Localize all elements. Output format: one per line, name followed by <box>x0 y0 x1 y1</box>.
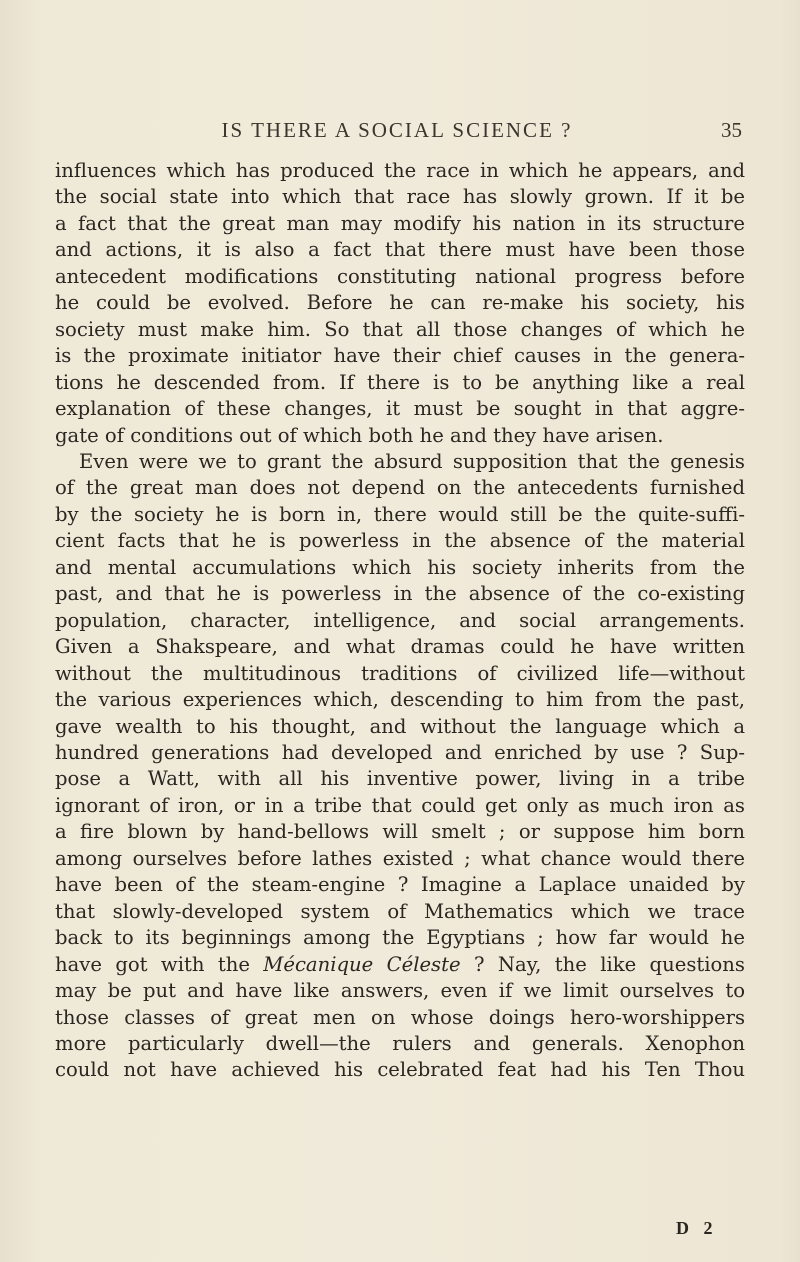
text-line: is the proximate initiator have their chief causes in the genera- <box>55 344 745 368</box>
text-line: have been of the steam-engine ? Imagine a Laplace unaided by <box>55 873 745 897</box>
text-line: gave wealth to his thought, and without the language which a <box>55 714 745 738</box>
text-line: have got with the Mécanique Céleste ? Nay, the like questions <box>55 952 745 976</box>
text-line: he could be evolved. Before he can re-make his society, his <box>55 291 745 315</box>
text-line: past, and that he is powerless in the absence of the co-existing <box>55 582 745 606</box>
text-line: ignorant of iron, or in a tribe that could get only as much iron as <box>55 793 745 817</box>
body-text <box>55 158 745 1084</box>
text-line: without the multitudinous traditions of civilized life—without <box>55 661 745 685</box>
book-title: Mécanique Céleste <box>263 952 461 976</box>
text-line: a fact that the great man may modify his nation in its structure <box>55 211 745 235</box>
text-line: cient facts that he is powerless in the absence of the material <box>55 529 745 553</box>
text-line: may be put and have like answers, even if we limit ourselves to <box>55 979 745 1003</box>
running-head: IS THERE A SOCIAL SCIENCE ? <box>221 118 573 142</box>
text-line: of the great man does not depend on the antecedents furnished <box>55 476 745 500</box>
text-line: and actions, it is also a fact that there must have been those <box>55 238 745 262</box>
text-line: gate of conditions out of which both he and they have arisen. <box>55 423 664 447</box>
signature-mark: D 2 <box>676 1218 718 1238</box>
text-line: that slowly-developed system of Mathematics which we trace <box>55 899 745 923</box>
text-line: Given a Shakspeare, and what dramas could he have written <box>55 635 745 659</box>
text-line: and mental accumulations which his society inherits from the <box>55 555 745 579</box>
text-line: pose a Watt, with all his inventive power, living in a tribe <box>55 767 745 791</box>
text-line: explanation of these changes, it must be sought in that aggre- <box>55 397 745 421</box>
text-line: society must make him. So that all those changes of which he <box>55 317 745 341</box>
text-line: by the society he is born in, there would still be the quite-suffi- <box>55 502 745 526</box>
text-line: population, character, intelligence, and social arrangements. <box>55 608 745 632</box>
text-line: antecedent modifications constituting national progress before <box>55 264 745 288</box>
text-line: hundred generations had developed and enriched by use ? Sup- <box>55 740 745 764</box>
text-line: those classes of great men on whose doings hero-worshippers <box>55 1005 745 1029</box>
text-line: a fire blown by hand-bellows will smelt ; or suppose him born <box>55 820 745 844</box>
page-number: 35 <box>721 118 742 142</box>
text-line: among ourselves before lathes existed ; what chance would there <box>55 846 745 870</box>
text-line: influences which has produced the race in which he appears, and <box>55 159 745 182</box>
text-line: more particularly dwell—the rulers and generals. Xenophon <box>55 1031 745 1055</box>
text-line: Even were we to grant the absurd supposition that the genesis <box>79 449 745 473</box>
text-line: the social state into which that race has slowly grown. If it be <box>55 185 745 209</box>
text-line: tions he descended from. If there is to be anything like a real <box>55 370 745 394</box>
text-line: could not have achieved his celebrated feat had his Ten Thou <box>55 1058 745 1082</box>
page-header <box>52 118 742 148</box>
text-line: the various experiences which, descending to him from the past, <box>55 688 745 712</box>
text-line: back to its beginnings among the Egyptians ; how far would he <box>55 926 745 950</box>
